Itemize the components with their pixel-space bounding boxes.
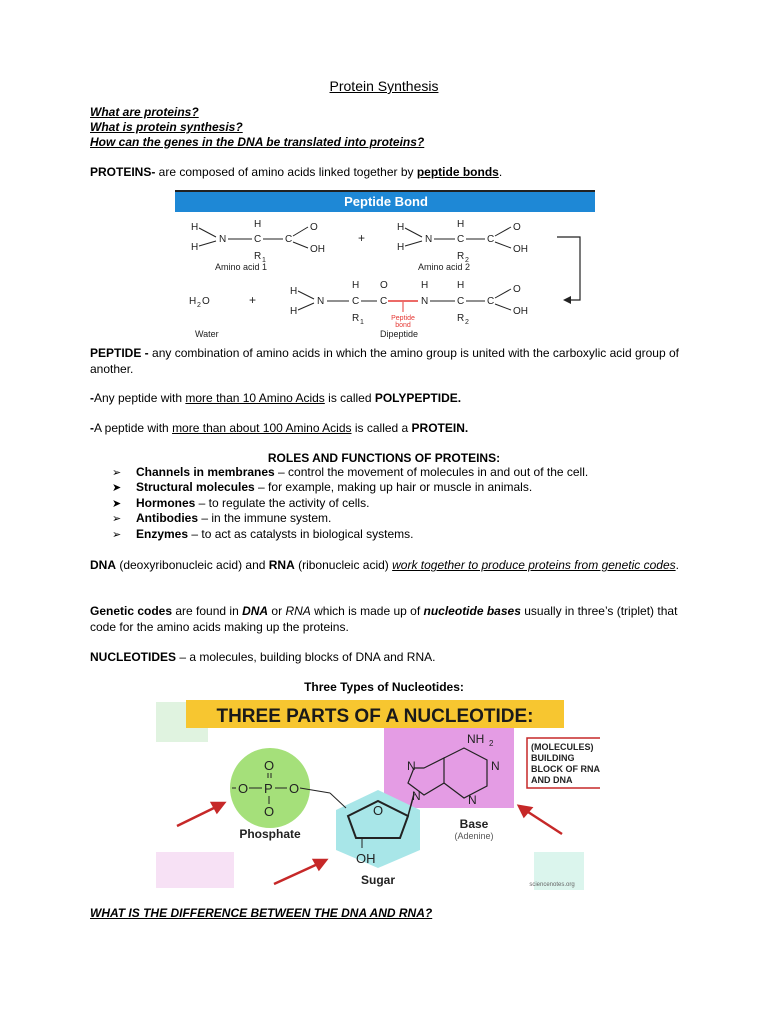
svg-text:2: 2: [465, 257, 469, 264]
genetic-codes-paragraph: Genetic codes are found in DNA or RNA which is made up of nucleotide bases usually in three’s (triplet) that code for the amino acids making up the proteins.: [90, 604, 678, 634]
protein-term: PROTEIN.: [411, 421, 469, 435]
svg-text:C: C: [487, 296, 495, 307]
svg-text:N: N: [412, 789, 421, 803]
svg-text:H: H: [457, 219, 465, 230]
svg-text:H: H: [290, 306, 298, 317]
sugar-label: Sugar: [360, 873, 396, 887]
svg-text:C: C: [352, 296, 360, 307]
question-1: What are proteins?: [90, 105, 199, 119]
question-3: How can the genes in the DNA be translated into proteins?: [90, 135, 425, 149]
svg-text:1: 1: [262, 257, 266, 264]
svg-text:N: N: [421, 296, 429, 307]
svg-text:O: O: [380, 280, 388, 291]
svg-text:C: C: [380, 296, 388, 307]
svg-text:C: C: [254, 234, 262, 245]
list-item: ➤ Hormones – to regulate the activity of cells.: [112, 496, 588, 511]
svg-text:2: 2: [489, 739, 494, 748]
svg-text:Amino acid 1: Amino acid 1: [215, 262, 268, 272]
svg-text:OH: OH: [356, 851, 376, 866]
svg-text:OH: OH: [513, 306, 528, 317]
svg-text:1: 1: [360, 319, 364, 326]
proteins-definition: [90, 165, 680, 181]
arrow-bullet-icon: ➢: [112, 513, 122, 526]
svg-text:H: H: [191, 222, 199, 233]
peptide-bonds-term: peptide bonds: [416, 165, 499, 179]
svg-text:N: N: [425, 234, 433, 245]
svg-text:Water: Water: [195, 329, 219, 339]
list-item: ➤ Structural molecules – for example, making up hair or muscle in animals.: [112, 480, 588, 495]
svg-text:C: C: [487, 234, 495, 245]
svg-text:O: O: [202, 296, 210, 307]
base-label: Base: [459, 817, 489, 831]
svg-text:R: R: [352, 313, 360, 324]
svg-text:Dipeptide: Dipeptide: [380, 329, 419, 339]
svg-text:O: O: [373, 803, 384, 818]
polypeptide-line: -Any peptide with more than 10 Amino Acids is called POLYPEPTIDE.: [90, 391, 462, 405]
peptide-definition: [90, 346, 680, 377]
svg-text:H: H: [397, 222, 405, 233]
peptide-banner-text: Peptide Bond: [344, 194, 428, 209]
page-title: Protein Synthesis: [329, 78, 439, 94]
arrow-bullet-icon: ➤: [112, 482, 122, 495]
final-question: WHAT IS THE DIFFERENCE BETWEEN THE DNA AND RNA?: [90, 906, 433, 920]
svg-text:N: N: [468, 793, 477, 807]
svg-text:H: H: [421, 280, 429, 291]
svg-text:C: C: [285, 234, 293, 245]
svg-text:H: H: [397, 242, 405, 253]
proteins-text: are composed of amino acids linked together by: [155, 165, 417, 179]
plus-sign: +: [358, 231, 366, 245]
svg-text:O: O: [513, 284, 521, 295]
list-item: ➢ Channels in membranes – control the movement of molecules in and out of the cell.: [112, 465, 588, 480]
peptide-term: PEPTIDE -: [90, 346, 149, 360]
svg-text:BUILDING: BUILDING: [531, 753, 575, 763]
arrow-bullet-icon: ➤: [112, 497, 122, 510]
arrow-bullet-icon: ➢: [112, 528, 122, 541]
svg-text:C: C: [457, 296, 465, 307]
phosphate-label: Phosphate: [239, 827, 301, 841]
svg-text:H: H: [290, 286, 298, 297]
svg-text:Amino acid 2: Amino acid 2: [418, 262, 471, 272]
svg-text:N: N: [407, 759, 416, 773]
svg-text:R: R: [457, 251, 465, 262]
svg-text:NH: NH: [467, 732, 485, 746]
svg-text:N: N: [491, 759, 500, 773]
svg-text:OH: OH: [513, 244, 528, 255]
svg-text:(MOLECULES): (MOLECULES): [531, 742, 594, 752]
svg-text:OH: OH: [310, 244, 325, 255]
svg-text:O: O: [310, 222, 318, 233]
svg-text:bond: bond: [395, 322, 411, 329]
proteins-end: .: [498, 165, 503, 179]
peptide-text: any combination of amino acids in which the amino group is united with the carboxylic acid group of another.: [90, 346, 679, 376]
svg-text:N: N: [317, 296, 325, 307]
svg-text:2: 2: [465, 319, 469, 326]
svg-text:R: R: [457, 313, 465, 324]
svg-text:BLOCK OF RNA: BLOCK OF RNA: [531, 764, 600, 774]
svg-text:O: O: [238, 781, 249, 796]
svg-text:H: H: [189, 296, 197, 307]
svg-text:N: N: [219, 234, 227, 245]
svg-text:H: H: [254, 219, 262, 230]
svg-text:AND DNA: AND DNA: [531, 775, 573, 785]
polypeptide-term: POLYPEPTIDE.: [374, 391, 462, 405]
base-sublabel: (Adenine): [454, 831, 494, 841]
nucleotide-banner-text: THREE PARTS OF A NUCLEOTIDE:: [216, 706, 534, 727]
nucleotide-figure: [152, 698, 600, 893]
svg-text:P: P: [264, 781, 273, 796]
list-item: ➢ Enzymes – to act as catalysts in biological systems.: [112, 527, 588, 542]
proteins-term: PROTEINS-: [90, 165, 156, 179]
svg-text:O: O: [264, 804, 275, 819]
svg-text:O: O: [289, 781, 300, 796]
svg-text:2: 2: [197, 302, 201, 309]
dna-rna-paragraph: DNA (deoxyribonucleic acid) and RNA (ribonucleic acid) work together to produce proteins from genetic codes.: [90, 558, 679, 572]
nucleotides-definition: NUCLEOTIDES – a molecules, building blocks of DNA and RNA.: [90, 650, 436, 664]
roles-heading: ROLES AND FUNCTIONS OF PROTEINS:: [267, 451, 501, 465]
svg-text:H: H: [457, 280, 465, 291]
protein-line: -A peptide with more than about 100 Amino Acids is called a PROTEIN.: [90, 421, 469, 435]
svg-text:O: O: [264, 758, 275, 773]
peptide-bond-figure: [175, 190, 598, 340]
roles-list: [112, 465, 588, 542]
arrow-bullet-icon: ➢: [112, 467, 122, 479]
nucleotide-heading: Three Types of Nucleotides:: [304, 680, 464, 694]
svg-text:C: C: [457, 234, 465, 245]
credit-text: sciencenotes.org: [529, 882, 575, 888]
svg-text:H: H: [191, 242, 199, 253]
list-item: ➢ Antibodies – in the immune system.: [112, 511, 588, 526]
svg-text:O: O: [513, 222, 521, 233]
svg-text:Peptide: Peptide: [391, 315, 415, 322]
svg-text:H: H: [352, 280, 360, 291]
svg-text:R: R: [254, 251, 262, 262]
question-2: What is protein synthesis?: [90, 120, 243, 134]
svg-text:+: +: [249, 293, 257, 307]
